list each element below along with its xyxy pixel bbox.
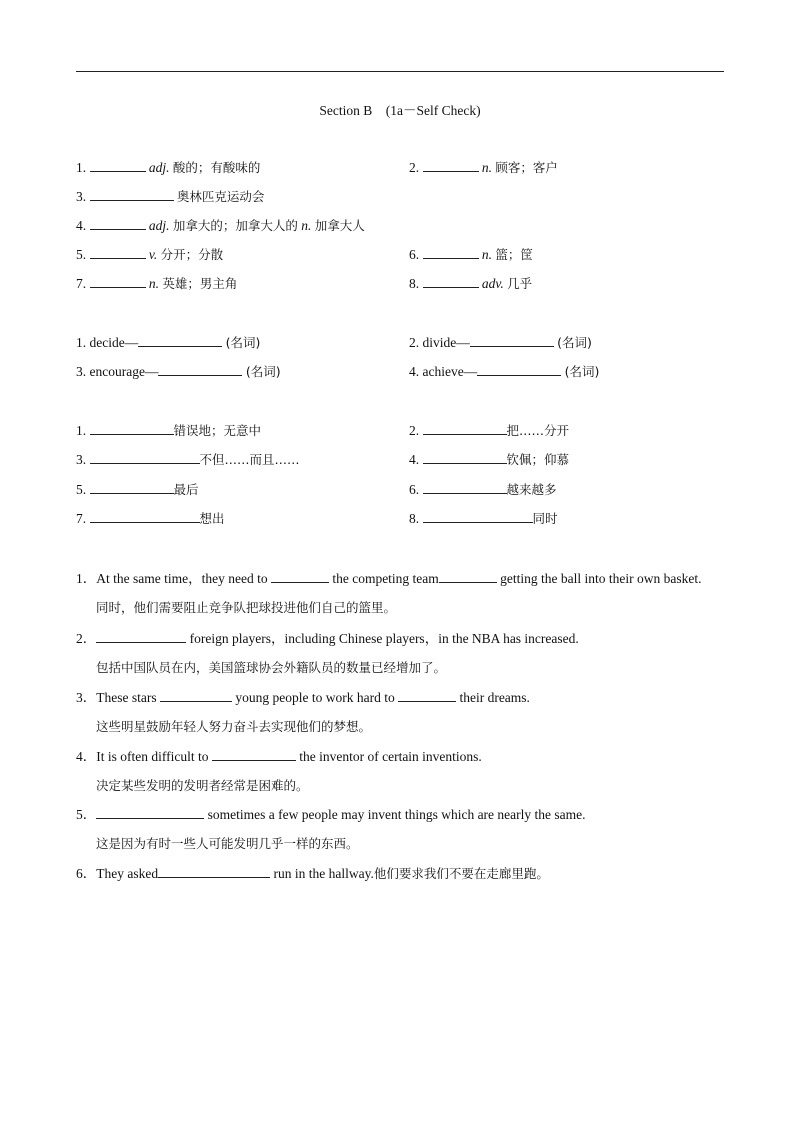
sentence-text: the inventor of certain inventions. xyxy=(299,749,482,764)
part3-item-4 xyxy=(409,450,569,469)
item-number: 4. xyxy=(409,452,420,467)
answer-blank[interactable] xyxy=(423,245,479,259)
part1-item-8 xyxy=(409,274,532,293)
answer-blank[interactable] xyxy=(90,480,174,494)
part2-item-2 xyxy=(409,333,592,352)
part-of-speech: n. xyxy=(481,247,492,262)
answer-blank[interactable] xyxy=(470,333,554,347)
answer-blank[interactable] xyxy=(138,333,222,347)
sentence-text: It is often difficult to xyxy=(96,749,209,764)
answer-blank[interactable] xyxy=(90,509,200,523)
word-form-note: (名词) xyxy=(245,364,281,379)
meaning-text: 同时 xyxy=(532,511,558,526)
translation-6: 他们要求我们不要在走廊里跑。 xyxy=(373,866,549,881)
word-form-note: (名词) xyxy=(564,364,600,379)
meaning-text: 分开；分散 xyxy=(160,247,224,262)
item-number: 2. xyxy=(409,160,420,175)
item-number: 3． xyxy=(76,690,97,705)
sentence-text: foreign players，including Chinese players，in the NBA has increased. xyxy=(189,631,579,646)
item-number: 8. xyxy=(409,276,420,291)
answer-blank[interactable] xyxy=(90,274,146,288)
part4-sentence-3 xyxy=(76,688,530,707)
translation-2: 包括中国队员在内，美国篮球协会外籍队员的数量已经增加了。 xyxy=(96,660,447,675)
answer-blank[interactable] xyxy=(158,864,270,878)
item-number: 5． xyxy=(76,807,97,822)
answer-blank[interactable] xyxy=(158,362,242,376)
part3-item-1 xyxy=(76,421,261,440)
part2-item-1 xyxy=(76,333,260,352)
base-word: encourage— xyxy=(89,364,159,379)
part1-item-1 xyxy=(76,158,260,177)
item-number: 3. xyxy=(76,452,87,467)
answer-blank[interactable] xyxy=(160,688,232,702)
base-word: decide— xyxy=(89,335,139,350)
answer-blank[interactable] xyxy=(423,158,479,172)
answer-blank[interactable] xyxy=(90,421,174,435)
part3-item-8 xyxy=(409,509,558,528)
part1-item-6 xyxy=(409,245,533,264)
part1-item-7 xyxy=(76,274,237,293)
part-of-speech: v. xyxy=(148,247,158,262)
part3-item-5 xyxy=(76,480,199,499)
answer-blank[interactable] xyxy=(212,747,296,761)
sentence-text: the competing team xyxy=(332,571,439,586)
meaning-text: 篮；筐 xyxy=(495,247,533,262)
answer-blank[interactable] xyxy=(477,362,561,376)
meaning-text: 几乎 xyxy=(507,276,533,291)
item-number: 4. xyxy=(76,218,87,233)
word-form-note: (名词) xyxy=(557,335,592,350)
meaning-text: 最后 xyxy=(173,482,199,497)
part3-item-2 xyxy=(409,421,569,440)
answer-blank[interactable] xyxy=(423,509,533,523)
item-number: 6. xyxy=(409,247,420,262)
item-number: 3. xyxy=(76,189,87,204)
meaning-text: 越来越多 xyxy=(506,482,557,497)
part4-sentence-2 xyxy=(76,629,579,648)
answer-blank[interactable] xyxy=(90,245,146,259)
meaning-text: 加拿大人 xyxy=(314,218,365,233)
sentence-text: At the same time，they need to xyxy=(96,571,268,586)
word-form-note: (名词) xyxy=(225,335,261,350)
item-number: 1. xyxy=(76,160,87,175)
meaning-text: 把……分开 xyxy=(506,423,570,438)
answer-blank[interactable] xyxy=(90,450,200,464)
sentence-text: run in the hallway. xyxy=(273,866,374,881)
top-divider xyxy=(76,71,724,72)
part-of-speech: n. xyxy=(481,160,492,175)
answer-blank[interactable] xyxy=(423,480,507,494)
item-number: 3. xyxy=(76,364,87,379)
part-of-speech: adj. xyxy=(148,160,170,175)
answer-blank[interactable] xyxy=(96,805,204,819)
item-number: 2． xyxy=(76,631,97,646)
item-number: 1. xyxy=(76,335,87,350)
meaning-text: 加拿大的；加拿大人的 xyxy=(172,218,298,233)
item-number: 7. xyxy=(76,511,87,526)
translation-3: 这些明星鼓励年轻人努力奋斗去实现他们的梦想。 xyxy=(96,719,372,734)
meaning-text: 不但……而且…… xyxy=(199,452,300,467)
item-number: 2. xyxy=(409,335,420,350)
part1-item-3 xyxy=(76,187,264,206)
sentence-text: These stars xyxy=(96,690,157,705)
sentence-text: They asked xyxy=(96,866,159,881)
answer-blank[interactable] xyxy=(90,158,146,172)
part-of-speech: n. xyxy=(301,218,312,233)
part1-item-5 xyxy=(76,245,223,264)
answer-blank[interactable] xyxy=(96,629,186,643)
meaning-text: 错误地；无意中 xyxy=(173,423,262,438)
item-number: 2. xyxy=(409,423,420,438)
item-number: 1. xyxy=(76,423,87,438)
meaning-text: 英雄；男主角 xyxy=(162,276,238,291)
answer-blank[interactable] xyxy=(423,421,507,435)
translation-4: 决定某些发明的发明者经常是困难的。 xyxy=(96,778,309,793)
section-title: Section B (1a－Self Check) xyxy=(319,103,481,118)
part2-item-3 xyxy=(76,362,281,381)
item-number: 1． xyxy=(76,571,97,586)
part1-item-4 xyxy=(76,216,365,235)
meaning-text: 钦佩；仰慕 xyxy=(506,452,570,467)
answer-blank[interactable] xyxy=(271,569,329,583)
answer-blank[interactable] xyxy=(423,274,479,288)
item-number: 8. xyxy=(409,511,420,526)
part1-item-2 xyxy=(409,158,558,177)
item-number: 6. xyxy=(409,482,420,497)
item-number: 4. xyxy=(409,364,420,379)
meaning-text: 奥林匹克运动会 xyxy=(176,189,265,204)
part4-sentence-5 xyxy=(76,805,586,824)
item-number: 5. xyxy=(76,247,87,262)
answer-blank[interactable] xyxy=(90,187,174,201)
part4-sentence-1 xyxy=(76,569,702,588)
sentence-text: getting the ball into their own basket. xyxy=(500,571,702,586)
answer-blank[interactable] xyxy=(90,216,146,230)
item-number: 6． xyxy=(76,866,97,881)
part3-item-3 xyxy=(76,450,300,469)
item-number: 4． xyxy=(76,749,97,764)
sentence-text: sometimes a few people may invent things which are nearly the same. xyxy=(207,807,586,822)
part-of-speech: n. xyxy=(148,276,159,291)
meaning-text: 酸的；有酸味的 xyxy=(172,160,261,175)
part2-item-4 xyxy=(409,362,599,381)
part-of-speech: adj. xyxy=(148,218,170,233)
sentence-text: young people to work hard to xyxy=(235,690,395,705)
meaning-text: 顾客；客户 xyxy=(495,160,558,175)
answer-blank[interactable] xyxy=(439,569,497,583)
part3-item-6 xyxy=(409,480,557,499)
answer-blank[interactable] xyxy=(423,450,507,464)
translation-1: 同时，他们需要阻止竞争队把球投进他们自己的篮里。 xyxy=(96,600,397,615)
part4-sentence-6 xyxy=(76,864,549,883)
item-number: 7. xyxy=(76,276,87,291)
base-word: achieve— xyxy=(422,364,478,379)
translation-5: 这是因为有时一些人可能发明几乎一样的东西。 xyxy=(96,836,359,851)
part4-sentence-4 xyxy=(76,747,482,766)
part3-item-7 xyxy=(76,509,225,528)
item-number: 5. xyxy=(76,482,87,497)
sentence-text: their dreams. xyxy=(459,690,530,705)
meaning-text: 想出 xyxy=(199,511,225,526)
part-of-speech: adv. xyxy=(481,276,504,291)
base-word: divide— xyxy=(422,335,470,350)
answer-blank[interactable] xyxy=(398,688,456,702)
